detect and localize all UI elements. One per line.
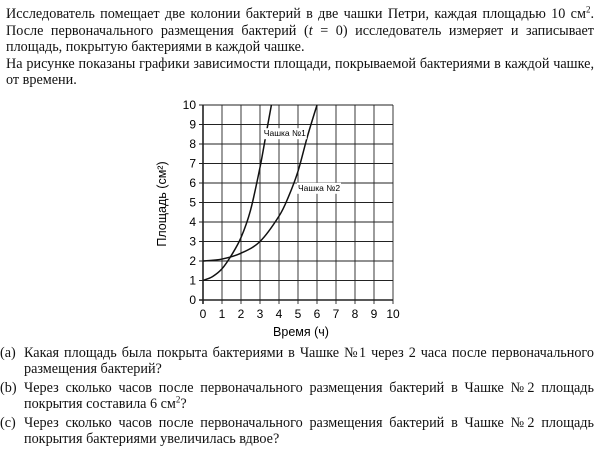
problem-intro (6, 6, 594, 89)
question-a-label: (a) (0, 345, 16, 361)
question-c-label: (c) (0, 415, 16, 431)
x-tick-label-4: 4 (275, 307, 283, 321)
x-tick-label-0: 0 (199, 307, 207, 321)
x-tick-label-10: 10 (386, 307, 400, 321)
intro-paragraph-2: На рисунке показаны графики зависимости площади, покрываемой бактериями в каждой чашке, от времени. (6, 55, 594, 89)
series-label-1: Чашка №1 (263, 128, 306, 139)
area-vs-time-chart (150, 96, 410, 344)
question-b-label: (b) (0, 380, 17, 396)
x-tick-label-3: 3 (256, 307, 264, 321)
chart-series (203, 105, 341, 281)
question-b-text: Через сколько часов после первоначального размещения бактерий в Чашке №2 площадь покрытия составила 6 см (24, 380, 594, 412)
question-c (0, 415, 594, 447)
y-tick-label-8: 8 (189, 137, 196, 151)
intro-paragraph-1: Исследователь помещает две колонии бактерий в две чашки Петри, каждая площадью 10 $см^2$. После первоначального размещения бактерий (t = 0) исследователь измеряет и записывает площадь, покрытую бактериями в каждой чашке. (6, 4, 594, 56)
x-tick-label-1: 1 (218, 307, 226, 321)
y-tick-label-1: 1 (189, 273, 196, 288)
series-label-2: Чашка №2 (298, 182, 341, 193)
y-tick-label-5: 5 (189, 195, 196, 210)
question-b: (b) Через сколько часов после первоначального размещения бактерий в Чашке №2 площадь покрытия составила 6 $см^2$? (0, 380, 594, 412)
x-tick-label-5: 5 (294, 307, 302, 321)
x-tick-label-2: 2 (237, 307, 245, 321)
x-tick-label-8: 8 (351, 307, 359, 321)
x-axis-label: Время (ч) (273, 325, 329, 339)
y-tick-label-9: 9 (189, 117, 196, 132)
y-tick-label-2: 2 (189, 254, 196, 268)
y-tick-label-3: 3 (189, 234, 196, 249)
x-tick-label-7: 7 (332, 307, 340, 321)
y-tick-label-6: 6 (189, 176, 196, 190)
question-a (0, 345, 594, 377)
y-tick-label-4: 4 (189, 215, 196, 229)
y-axis-label: Площадь (см²) (155, 161, 169, 247)
y-tick-label-0: 0 (189, 293, 196, 307)
x-tick-label-9: 9 (370, 307, 378, 321)
question-a-text: Какая площадь была покрыта бактериями в Чашке №1 через 2 часа после первоначального размещения бактерий? (24, 345, 594, 377)
question-c-text: Через сколько часов после первоначального размещения бактерий в Чашке №2 площадь покрытия бактериями увеличилась вдвое? (24, 415, 594, 447)
questions-list (0, 345, 594, 450)
x-tick-label-6: 6 (313, 307, 321, 321)
y-tick-label-7: 7 (189, 156, 196, 171)
y-tick-label-10: 10 (182, 98, 196, 112)
